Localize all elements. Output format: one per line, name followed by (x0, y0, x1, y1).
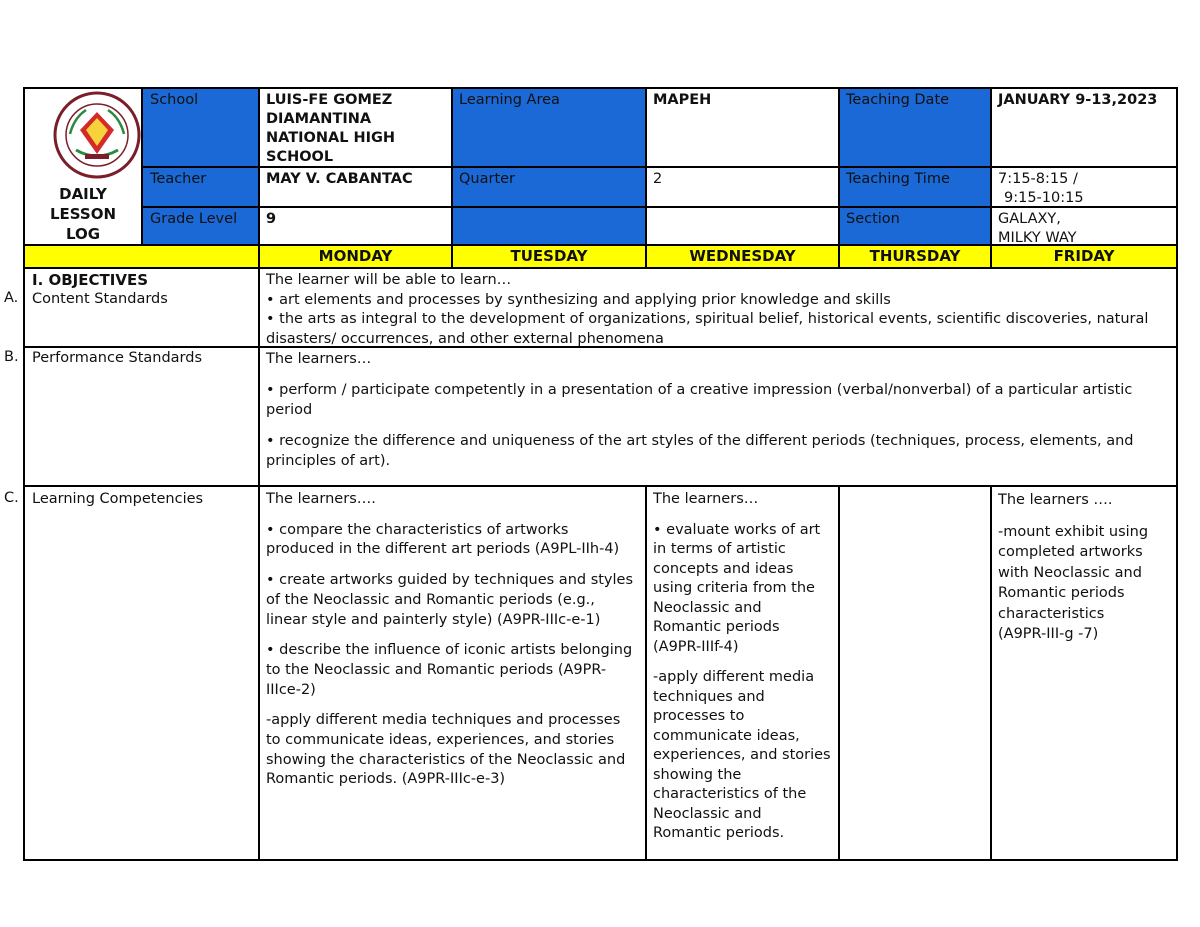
day-monday: MONDAY (318, 247, 393, 265)
teaching-time-label: Teaching Time (846, 171, 950, 187)
content-standards-content (260, 269, 1175, 351)
section-line-1: GALAXY, (998, 211, 1061, 227)
competency-item: • evaluate works of art in terms of artistic concepts and ideas using criteria from the Neoclassic and Romantic periods (A9PR-IIIf-4) (653, 521, 821, 655)
competency-item: • describe the influence of iconic artists belonging to the Neoclassic and Romantic periods (A9PR-IIIce-2) (266, 642, 633, 698)
grade-level-value: 9 (266, 211, 277, 227)
school-value: LUIS-FE GOMEZ DIAMANTINA NATIONAL HIGH SCHOOL (266, 92, 396, 165)
teaching-date-label: Teaching Date (846, 92, 950, 108)
teaching-time-line-2: 9:15-10:15 (1004, 190, 1084, 206)
content-standards-label: Content Standards (32, 291, 168, 307)
section-label: Section (846, 211, 900, 227)
performance-standards-item: • perform / participate competently in a presentation of a creative impression (verbal/nonverbal) of a particular artistic period (266, 382, 1133, 418)
learning-competencies-label: Learning Competencies (32, 491, 204, 507)
content-standards-item: • the arts as integral to the development of organizations, spiritual belief, historical events, scientific discoveries, natural disasters/ occurrences, and other external phenomena (266, 311, 1149, 347)
performance-standards-intro: The learners… (266, 351, 372, 367)
competencies-wednesday (647, 488, 837, 857)
section-value (992, 208, 1176, 250)
performance-standards-label: Performance Standards (32, 350, 203, 366)
performance-standards-item: • recognize the difference and uniqueness of the art styles of the different periods (techniques, process, elements, and principles of art). (266, 433, 1134, 469)
section-a-letter: A. (4, 290, 19, 306)
competency-item: -apply different media techniques and processes to communicate ideas, experiences, and stories showing the characteristics of the Neoclassic and Romantic periods. (A9PR-IIIc-e-3) (266, 712, 626, 788)
performance-standards-content (260, 347, 1175, 484)
competencies-friday (992, 488, 1160, 658)
day-thursday: THURSDAY (869, 247, 961, 265)
competencies-monday (260, 488, 645, 803)
quarter-value: 2 (653, 171, 663, 187)
teaching-time-value (992, 168, 1176, 210)
quarter-label: Quarter (459, 171, 516, 187)
school-seal-logo (52, 90, 142, 180)
competencies-friday-intro: The learners …. (998, 492, 1113, 508)
learning-area-value: MAPEH (653, 92, 712, 108)
section-c-letter: C. (4, 490, 19, 506)
learning-area-label: Learning Area (459, 92, 560, 108)
competency-item: • compare the characteristics of artworks produced in the different art periods (A9PL-IIh-4) (266, 521, 620, 558)
teaching-date-value: JANUARY 9-13,2023 (998, 92, 1158, 108)
section-line-2: MILKY WAY (998, 230, 1077, 246)
daily-lesson-log-title: DAILY LESSON LOG (49, 185, 117, 243)
teacher-value: MAY V. CABANTAC (266, 171, 413, 187)
objectives-heading: I. OBJECTIVES (32, 271, 148, 289)
content-standards-item: • art elements and processes by synthesizing and applying prior knowledge and skills (266, 291, 891, 308)
competency-item: -apply different media techniques and processes to communicate ideas, experiences, and stories showing the characteristics of the Neoclassic and Romantic periods. (653, 669, 831, 841)
competencies-wednesday-intro: The learners… (653, 491, 759, 507)
competency-item: • create artworks guided by techniques and styles of the Neoclassic and Romantic periods (e.g., linear style and painterly style) (A9PR-IIIc-e-1) (266, 572, 634, 628)
teaching-time-line-1: 7:15-8:15 / (998, 171, 1078, 187)
day-friday: FRIDAY (1053, 247, 1115, 265)
competencies-monday-intro: The learners…. (266, 491, 376, 507)
section-b-letter: B. (4, 349, 19, 365)
school-label: School (150, 92, 199, 108)
teacher-label: Teacher (150, 171, 207, 187)
day-tuesday: TUESDAY (510, 247, 588, 265)
competency-item: -mount exhibit using completed artworks with Neoclassic and Romantic periods characteristics (A9PR-III-g -7) (998, 523, 1149, 642)
day-wednesday: WEDNESDAY (689, 247, 796, 265)
content-standards-intro: The learner will be able to learn… (266, 272, 512, 288)
grade-level-label: Grade Level (150, 211, 238, 227)
